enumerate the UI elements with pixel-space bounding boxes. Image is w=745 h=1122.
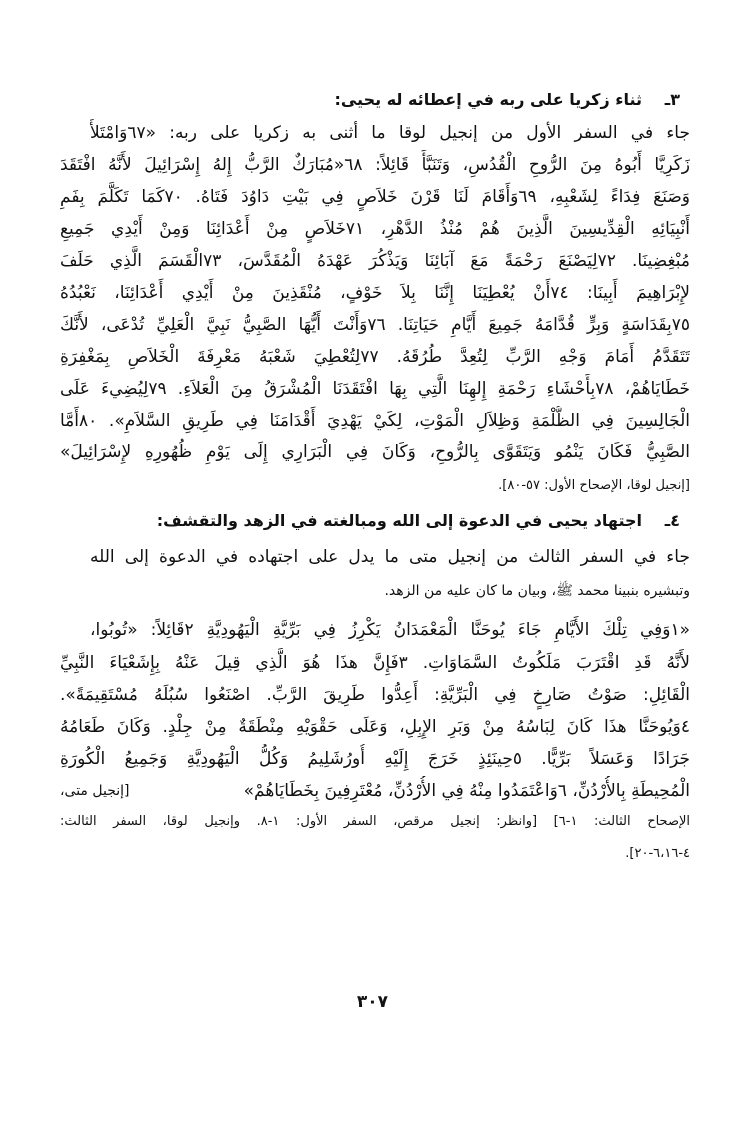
quote-text: الْمُحِيطَةِ بِالأُرْدُنِّ، ٦وَاعْتَمَدُوا مِنْهُ فِي الأُرْدُنِّ، مُعْتَرِفِينَ بِخَطَايَاهُمْ» bbox=[243, 781, 690, 801]
citation-start: [إنجيل متى، bbox=[60, 783, 130, 799]
text-line: مُبْغِضِينَا. ٧٢لِيَصْنَعَ رَحْمَةً مَعَ آبَائِنَا وَيَذْكُرَ عَهْدَهُ الْمُقَدَّسَ، ٧٣الْقَسَمَ الَّذِي حَلَفَ bbox=[60, 251, 690, 271]
text-line: أَنْبِيَائِهِ الْقِدِّيسِينَ الَّذِينَ هُمْ مُنْذُ الدَّهْرِ، ٧١خَلاَصٍ مِنْ أَعْدَائِنَا وَمِنْ أَيْدِي جَمِيعِ bbox=[60, 219, 690, 239]
text-line: جاء في السفر الثالث من إنجيل متى ما يدل على اجتهاده في الدعوة إلى الله bbox=[90, 547, 690, 567]
citation: ٤-٦،١٦-٢٠]. bbox=[625, 846, 690, 861]
text-line: الصَّبِيُّ فَكَانَ يَنْمُو وَيَتَقَوَّى بِالرُّوحِ، وَكَانَ فِي الْبَرَارِي إِلَى يَوْمِ ظُهُورِهِ لإِسْرَائِيلَ» bbox=[60, 442, 690, 462]
text-line: خَطَايَاهُمْ، ٧٨بِأَحْشَاءِ رَحْمَةِ إِلهِنَا الَّتِي بِهَا افْتَقَدَنَا الْمُشْرَقُ مِنَ الْعَلاَءِ. ٧٩لِيُضِيءَ عَلَى bbox=[60, 379, 690, 399]
text-line: ٧٥بِقَدَاسَةٍ وَبِرٍّ قُدَّامَهُ جَمِيعَ أَيَّامِ حَيَاتِنَا. ٧٦وَأَنْتَ أَيُّهَا الصَّبِيُّ نَبِيَّ الْعَلِيِّ تُدْعَى، لأَنَّكَ bbox=[60, 315, 690, 335]
citation: [إنجيل لوقا، الإصحاح الأول: ٥٧-٨٠]. bbox=[498, 478, 690, 493]
quote-line: الْقَائِلِ: صَوْتُ صَارِخٍ فِي الْبَرِّيَّةِ: أَعِدُّوا طَرِيقَ الرَّبِّ. اصْنَعُوا سُبُلَهُ مُسْتَقِيمَةً». bbox=[60, 685, 690, 705]
text-line: وَصَنَعَ فِدَاءً لِشَعْبِهِ، ٦٩وَأَقَامَ لَنَا قَرْنَ خَلاَصٍ فِي بَيْتِ دَاوُدَ فَتَاهُ. ٧٠كَمَا تَكَلَّمَ بِفَمِ bbox=[60, 187, 690, 207]
text-line: لإِبْرَاهِيمَ أَبِينَا: ٧٤أَنْ يُعْطِيَنَا إِنَّنَا بِلاَ خَوْفٍ، مُنْقَذِينَ مِنْ أَيْدِي أَعْدَائِنَا، نَعْبُدُهُ bbox=[60, 283, 690, 303]
text-line: تَتَقَدَّمُ أَمَامَ وَجْهِ الرَّبِّ لِتُعِدَّ طُرُقَهُ. ٧٧لِتُعْطِيَ شَعْبَهُ مَعْرِفَةَ الْخَلاَصِ بِمَغْفِرَةِ bbox=[60, 347, 690, 367]
section-title: ثناء زكريا على ربه في إعطائه له يحيى: bbox=[334, 90, 642, 109]
quote-line bbox=[60, 776, 690, 806]
quote-line: ٤وَيُوحَنَّا هذَا كَانَ لِبَاسُهُ مِنْ وَبَرِ الإِبِلِ، وَعَلَى حَقْوَيْهِ مِنْطَقَةٌ مِنْ جِلْدٍ. وَكَانَ طَعَامُهُ bbox=[60, 717, 690, 737]
section-4-heading bbox=[157, 508, 680, 534]
section-title: اجتهاد يحيى في الدعوة إلى الله ومبالغته في الزهد والتقشف: bbox=[156, 511, 642, 530]
text-line: وتبشيره بنبينا محمد ﷺ، وبيان ما كان عليه من الزهد. bbox=[384, 583, 690, 599]
quote-line: لأَنَّهُ قَدِ اقْتَرَبَ مَلَكُوتُ السَّمَاوَاتِ. ٣فَإِنَّ هذَا هُوَ الَّذِي قِيلَ عَنْهُ بِإِشَعْيَاءَ النَّبِيِّ bbox=[60, 653, 690, 673]
text-line: زَكَرِيَّا أَبُوهُ مِنَ الرُّوحِ الْقُدُسِ، وَتَنَبَّأَ قَائِلاً: ٦٨«مُبَارَكٌ الرَّبُّ إِلهُ إِسْرَائِيلَ لأَنَّهُ افْتَقَدَ bbox=[60, 155, 690, 175]
page-number: ٣٠٧ bbox=[356, 992, 389, 1012]
section-number: ٤ـ bbox=[664, 511, 680, 530]
quote-line: جَرَادًا وَعَسَلاً بَرِّيًّا. ٥حِينَئِذٍ خَرَجَ إِلَيْهِ أُورُشَلِيمُ وَكُلُّ الْيَهُودِيَّةِ وَجَمِيعُ الْكُورَةِ bbox=[60, 749, 690, 769]
section-3-heading bbox=[334, 87, 680, 113]
section-number: ٣ـ bbox=[664, 90, 680, 109]
text-line: الْجَالِسِينَ فِي الظُّلْمَةِ وَظِلاَلِ الْمَوْتِ، لِكَيْ يَهْدِيَ أَقْدَامَنَا فِي طَرِيقِ السَّلاَمِ». ٨٠أَمَّا bbox=[60, 411, 690, 431]
quote-line: «١وَفِي تِلْكَ الأَيَّامِ جَاءَ يُوحَنَّا الْمَعْمَدَانُ يَكْرِزُ فِي بَرِّيَّةِ الْيَهُودِيَّةِ ٢قَائِلاً: «تُوبُوا، bbox=[90, 620, 690, 640]
citation: الإصحاح الثالث: ١-٦] [وانظر: إنجيل مرقص، السفر الأول: ١-٨. وإنجيل لوقا، السفر الثالث: bbox=[60, 814, 691, 829]
text-line: جاء في السفر الأول من إنجيل لوقا ما أثنى به زكريا على ربه: «٦٧وَامْتَلأَ bbox=[90, 123, 690, 143]
